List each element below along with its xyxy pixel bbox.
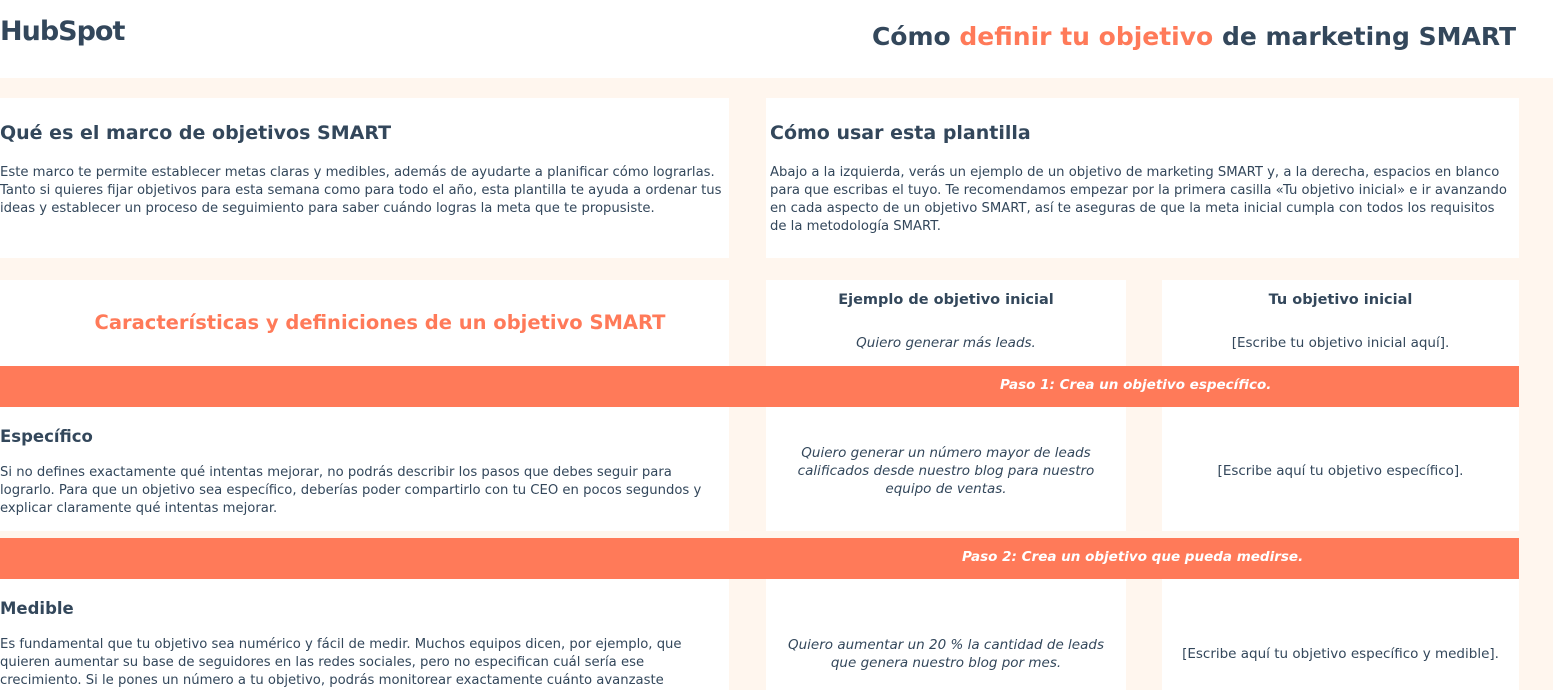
step-1-label: Paso 1: Crea un objetivo específico. [1000, 377, 1272, 393]
title-accent: definir tu objetivo [959, 22, 1214, 51]
yours-initial-input[interactable]: [Escribe tu objetivo inicial aquí]. [1231, 335, 1450, 351]
logo-text: HubSpot [0, 16, 125, 47]
page-title [872, 22, 1516, 51]
specific-text: Si no defines exactamente qué intentas mejorar, no podrás describir los pasos que debes seguir para lograrlo. Para que un objetivo sea específico, deberías poder compartirlo con tu CEO en pocos segundos y explicar claramente qué intentas mejorar. [0, 465, 702, 516]
section-title: Características y definiciones de un objetivo SMART [94, 311, 666, 334]
specific-example-cell [766, 407, 1126, 531]
specific-yours-cell[interactable] [1162, 407, 1519, 531]
howto-heading: Cómo usar esta plantilla [770, 122, 1031, 144]
specific-example: Quiero generar un número mayor de leads calificados desde nuestro blog para nuestro equipo de ventas. [797, 445, 1095, 497]
measurable-title: Medible [0, 599, 74, 618]
step-2-bar [0, 538, 1519, 579]
measurable-example-cell [766, 579, 1126, 690]
yours-header: Tu objetivo inicial [1268, 292, 1413, 308]
measurable-example: Quiero aumentar un 20 % la cantidad de leads que genera nuestro blog por mes. [788, 637, 1104, 671]
title-part-1: Cómo [871, 22, 951, 51]
example-initial: Quiero generar más leads. [856, 335, 1036, 351]
hubspot-logo[interactable] [0, 16, 124, 47]
example-header: Ejemplo de objetivo inicial [838, 292, 1054, 308]
title-part-2: de marketing SMART [1221, 22, 1516, 51]
measurable-yours-input[interactable]: [Escribe aquí tu objetivo específico y medible]. [1182, 646, 1499, 662]
header [0, 0, 1553, 78]
measurable-text: Es fundamental que tu objetivo sea numérico y fácil de medir. Muchos equipos dicen, por ejemplo, que quieren aumentar su base de seguidores en las redes sociales, pero no especifican cuál sería ese crecimiento. Si le pones un número a tu objetivo, podrás monitorear exactamente cuánto avanzaste [0, 637, 682, 688]
measurable-description [0, 579, 729, 690]
section-title-cell [0, 280, 729, 366]
measurable-yours-cell[interactable] [1162, 579, 1519, 690]
yours-column-header [1162, 280, 1519, 366]
step-1-bar [0, 366, 1519, 407]
about-card [0, 98, 729, 258]
step-2-label: Paso 2: Crea un objetivo que pueda medirse. [962, 549, 1304, 565]
specific-description [0, 407, 729, 531]
example-column-header [766, 280, 1126, 366]
specific-yours-input[interactable]: [Escribe aquí tu objetivo específico]. [1217, 463, 1464, 479]
specific-title: Específico [0, 427, 93, 446]
about-body: Este marco te permite establecer metas claras y medibles, además de ayudarte a planificar cómo lograrlas. Tanto si quieres fijar objetivos para esta semana como para todo el año, esta plantilla te ayuda a ordenar tus ideas y establecer un proceso de seguimiento para saber cuándo logras la meta que te propusiste. [0, 165, 722, 216]
about-heading: Qué es el marco de objetivos SMART [0, 122, 392, 144]
howto-body: Abajo a la izquierda, verás un ejemplo de un objetivo de marketing SMART y, a la derecha, espacios en blanco para que escribas el tuyo. Te recomendamos empezar por la primera casilla «Tu objetivo inicial» e ir avanzando en cada aspecto de un objetivo SMART, así te aseguras de que la meta inicial cumpla con todos los requisitos de la metodología SMART. [770, 165, 1507, 234]
howto-card [766, 98, 1519, 258]
